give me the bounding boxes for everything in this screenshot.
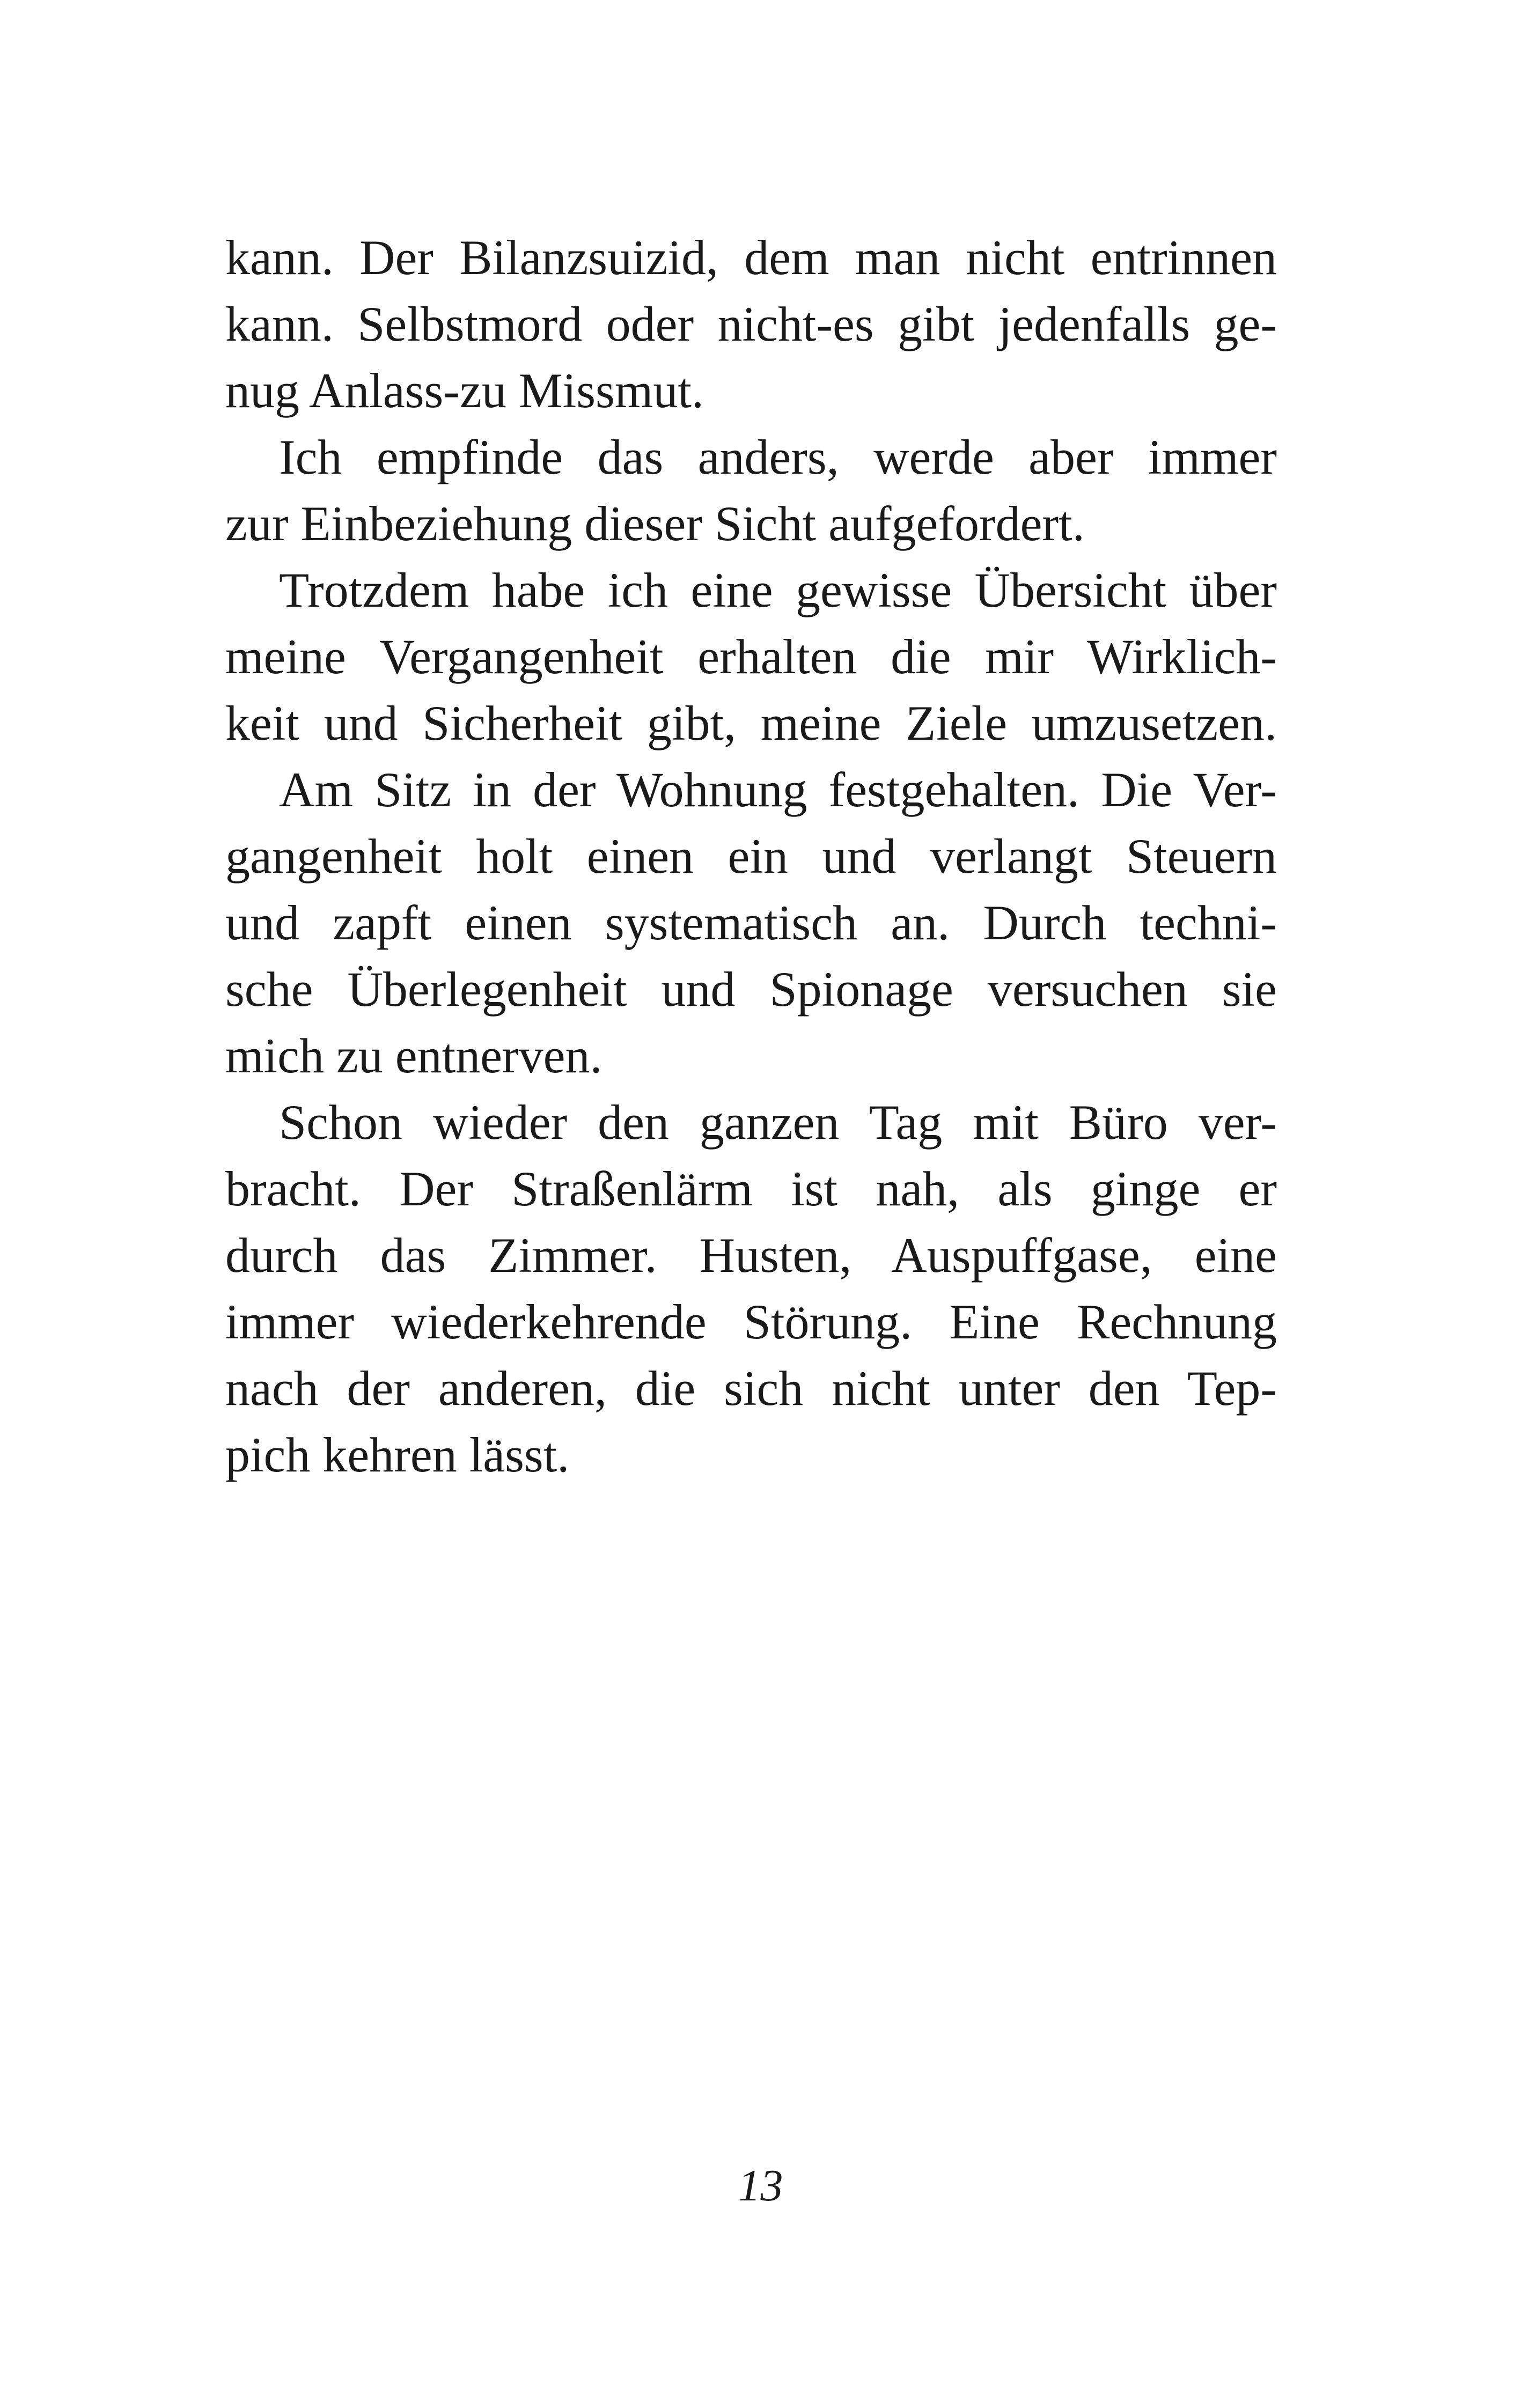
text-line: zur Einbeziehung dieser Sicht aufgefordert. — [225, 496, 1085, 551]
text-line: Schon wieder den ganzen Tag mit Büro ver- — [279, 1095, 1277, 1150]
paragraph-1 — [225, 224, 1277, 424]
text-line: gangenheit holt einen ein und verlangt Steuern — [225, 829, 1277, 883]
text-line: nach der anderen, die sich nicht unter den Tep- — [225, 1361, 1277, 1416]
body-text — [225, 224, 1277, 1488]
paragraph-3 — [225, 557, 1277, 756]
page-number: 13 — [738, 2161, 783, 2211]
text-line: immer wiederkehrende Störung. Eine Rechnung — [225, 1294, 1277, 1349]
text-line: keit und Sicherheit gibt, meine Ziele umzusetzen. — [225, 696, 1277, 750]
paragraph-2 — [225, 424, 1277, 557]
text-line: pich kehren lässt. — [225, 1427, 570, 1482]
text-line: kann. Selbstmord oder nicht-es gibt jedenfalls ge- — [225, 297, 1277, 351]
text-line: und zapft einen systematisch an. Durch techni- — [225, 895, 1277, 950]
text-line: Trotzdem habe ich eine gewisse Übersicht über — [279, 563, 1277, 617]
text-line: sche Überlegenheit und Spionage versuchen sie — [225, 962, 1277, 1017]
paragraph-5 — [225, 1089, 1277, 1488]
text-line: Am Sitz in der Wohnung festgehalten. Die Ver- — [279, 762, 1277, 817]
paragraph-4 — [225, 756, 1277, 1089]
text-line: nug Anlass-zu Missmut. — [225, 363, 704, 418]
text-line: meine Vergangenheit erhalten die mir Wirklich- — [225, 629, 1277, 684]
text-line: durch das Zimmer. Husten, Auspuffgase, eine — [225, 1228, 1277, 1283]
text-line: mich zu entnerven. — [225, 1028, 602, 1083]
text-line: Ich empfinde das anders, werde aber immer — [279, 430, 1277, 484]
text-line: bracht. Der Straßenlärm ist nah, als ginge er — [225, 1161, 1277, 1216]
text-line: kann. Der Bilanzsuizid, dem man nicht entrinnen — [225, 230, 1277, 285]
